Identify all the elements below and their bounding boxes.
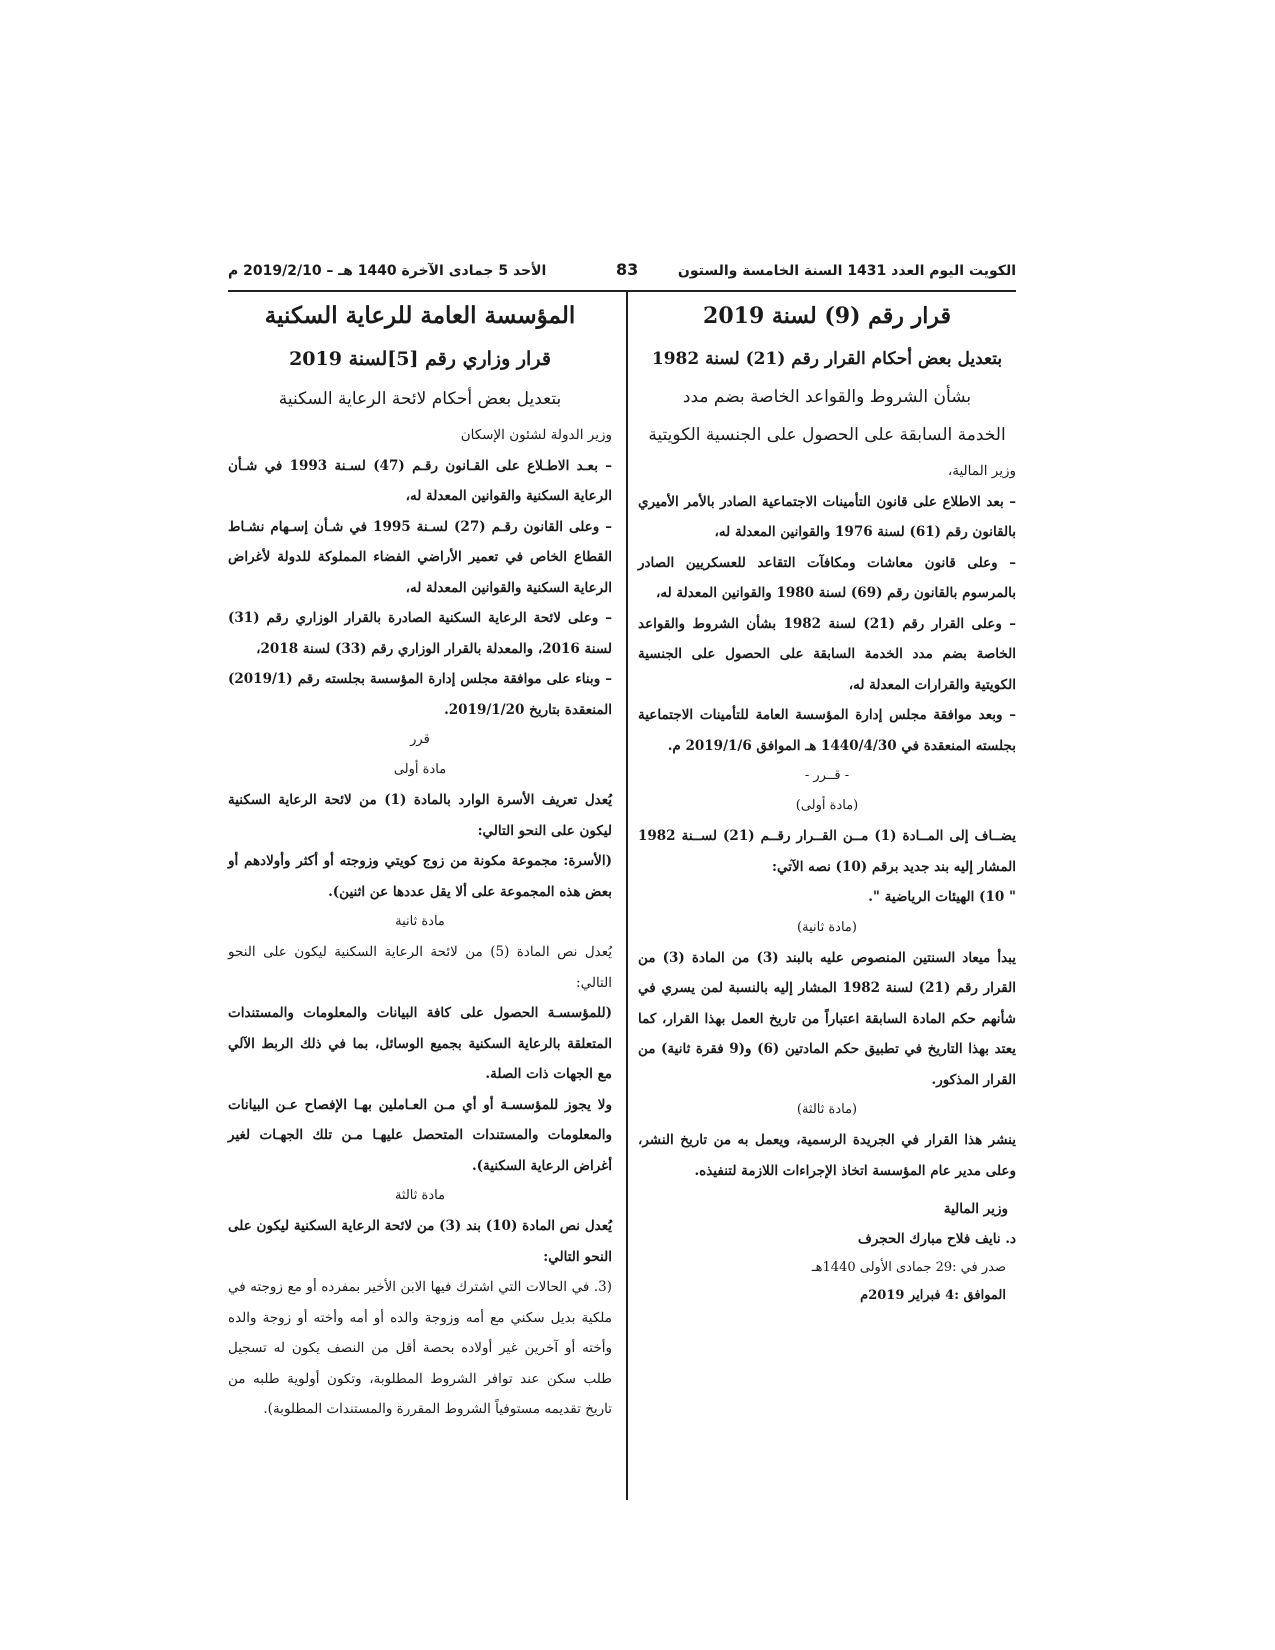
decision-9-subtitle-line-1: بتعديل بعض أحكام القرار رقم (21) لسنة 1982 [651, 349, 1003, 369]
preamble-item: – بعـد الاطـلاع على القـانون رقـم (47) لسـنة 1993 في شـأن الرعاية السكنية والقوانين المعدلة له، [228, 457, 613, 504]
decision-word: - قــرر - [804, 768, 850, 783]
preamble-item: – وعلى القرار رقم (21) لسنة 1982 بشأن الشروط والقواعد الخاصة بضم مدد الخدمة السابقة على الحصول على الجنسية الكويتية والقرارات المعدلة له، [638, 615, 1016, 693]
article-3-text: يُعدل نص المادة (10) بند (3) من لائحة الرعاية السكنية ليكون على النحو التالي: [228, 1218, 612, 1265]
decision-9-subtitle-line-2: بشأن الشروط والقواعد الخاصة بضم مدد [682, 387, 972, 407]
issued-date: صدر في :29 جمادى الأولى 1440هـ [811, 1260, 1006, 1275]
article-1-definition: (الأسرة: مجموعة مكونة من زوج كويتي وزوجته أو أكثر وأولادهم أو بعض هذه المجموعة على ألا يقل عددها عن اثنين). [228, 853, 612, 900]
decision-9-subtitle-line-3: الخدمة السابقة على الحصول على الجنسية الكويتية [648, 425, 1006, 445]
minister-label: وزير المالية، [947, 463, 1016, 479]
article-3-text: ينشر هذا القرار في الجريدة الرسمية، ويعمل به من تاريخ النشر، وعلى مدير عام المؤسسة اتخاذ الإجراءات اللازمة لتنفيذه. [638, 1132, 1016, 1179]
article-1-title: (مادة أولى) [795, 798, 859, 813]
signature-name: د. نايف فلاح مبارك الحجرف [857, 1231, 1016, 1247]
article-2-title: مادة ثانية [395, 914, 445, 929]
article-1-title: مادة أولى [393, 762, 447, 777]
decree-5-title: قرار وزاري رقم [5]لسنة 2019 [289, 348, 551, 370]
column-divider [626, 292, 628, 1500]
header-rule [228, 290, 1016, 292]
article-2-title: (مادة ثانية) [797, 919, 857, 935]
article-2-text: يُعدل نص المادة (5) من لائحة الرعاية السكنية ليكون على النحو التالي: [228, 944, 612, 991]
article-2-quote: (للمؤسسـة الحصول على كافة البيانات والمعلومات والمستندات المتعلقة بالرعاية السكنية بجميع الوسائل، بما في ذلك الربط الآلي مع الجهات ذات الصلة. [228, 1005, 612, 1082]
decision-9-column [638, 298, 1016, 1310]
article-1-item: " 10) الهيئات الرياضية ". [868, 889, 1016, 905]
article-3-title: مادة ثالثة [394, 1188, 446, 1203]
preamble-item: – وعلى قانون معاشات ومكافآت التقاعد للعسكريين الصادر بالمرسوم بالقانون رقم (69) لسنة 1980 والقوانين المعدلة له، [638, 554, 1016, 601]
corresponding-date: الموافق :4 فبراير 2019م [860, 1288, 1006, 1303]
article-1-text: يُعدل تعريف الأسرة الوارد بالمادة (1) من لائحة الرعاية السكنية ليكون على النحو التالي: [228, 792, 612, 839]
decree-5-subtitle: بتعديل بعض أحكام لائحة الرعاية السكنية [278, 389, 562, 409]
header-date: الأحد 5 جمادى الآخرة 1440 هـ – 2019/2/10 م [228, 263, 547, 279]
article-3-quote: (3. في الحالات التي اشترك فيها الابن الأخير بمفرده أو مع زوجته في ملكية بديل سكني مع أمه وزوجة والده أو أمه وأخته أو زوجة والده وأخته أو آخرين غير أولاده بحصة أقل من النصف يكون له تسجيل طلب سكن عند توافر الشروط المطلوبة، وتكون أولوية طلبه من تاريخ تقديمه مستوفياً الشروط المقررة والمستندات المطلوبة). [228, 1279, 612, 1417]
article-2-quote-continued: ولا يجوز للمؤسسـة أو أي مـن العـاملين بهـا الإفصاح عـن البيانات والمعلومات والمستندات المتحصل عليهـا مـن تلك الجهـات لغير أغراض الرعاية السكنية). [228, 1096, 612, 1174]
preamble-item: – وبناء على موافقة مجلس إدارة المؤسسة بجلسته رقم (2019/1) المنعقدة بتاريخ 2019/1/20. [228, 671, 612, 718]
decree-5-column [228, 298, 612, 1425]
article-3-title: (مادة ثالثة) [796, 1102, 858, 1117]
page-header [228, 258, 1016, 288]
article-2-text: يبدأ ميعاد السنتين المنصوص عليه بالبند (3) من المادة (3) من القرار رقم (21) لسنة 1982 المشار إليه بالنسبة لمن يسري في شأنهم حكم المادة السابقة اعتباراً من تاريخ العمل بهذا القرار، كما يعتد بهذا التاريخ في تطبيق حكم المادتين (6) و(9 فقرة ثانية) من القرار المذكور. [638, 949, 1017, 1088]
page-number: 83 [616, 260, 639, 279]
decision-word: قرر [410, 732, 430, 747]
institution-title: المؤسسة العامة للرعاية السكنية [264, 302, 576, 329]
preamble-item: – وعلى لائحة الرعاية السكنية الصادرة بالقرار الوزاري رقم (31) لسنة 2016، والمعدلة بالقرار الوزاري رقم (33) لسنة 2018، [228, 610, 612, 657]
preamble-item: – بعد الاطلاع على قانون التأمينات الاجتماعية الصادر بالأمر الأميري بالقانون رقم (61) لسنة 1976 والقوانين المعدلة له، [638, 493, 1016, 540]
article-1-text: يضــاف إلى المــادة (1) مــن القــرار رقــم (21) لســنة 1982 المشار إليه بند جديد برقم (10) نصه الآتي: [638, 828, 1016, 875]
preamble-item: – وعلى القانون رقـم (27) لسـنة 1995 في شـأن إسـهام نشـاط القطاع الخاص في تعمير الأراضي الفضاء المملوكة للدولة لأغراض الرعاية السكنية والقوانين المعدلة له، [228, 518, 612, 596]
header-publication: الكويت اليوم العدد 1431 السنة الخامسة والستون [677, 263, 1016, 279]
decision-9-title: قرار رقم (9) لسنة 2019 [703, 303, 951, 329]
minister-label: وزير الدولة لشئون الإسكان [460, 427, 612, 443]
preamble-item: – وبعد موافقة مجلس إدارة المؤسسة العامة للتأمينات الاجتماعية بجلسته المنعقدة في 1440/4/30 هـ الموافق 2019/1/6 م. [638, 707, 1016, 754]
signature-title: وزير المالية [943, 1201, 1008, 1217]
